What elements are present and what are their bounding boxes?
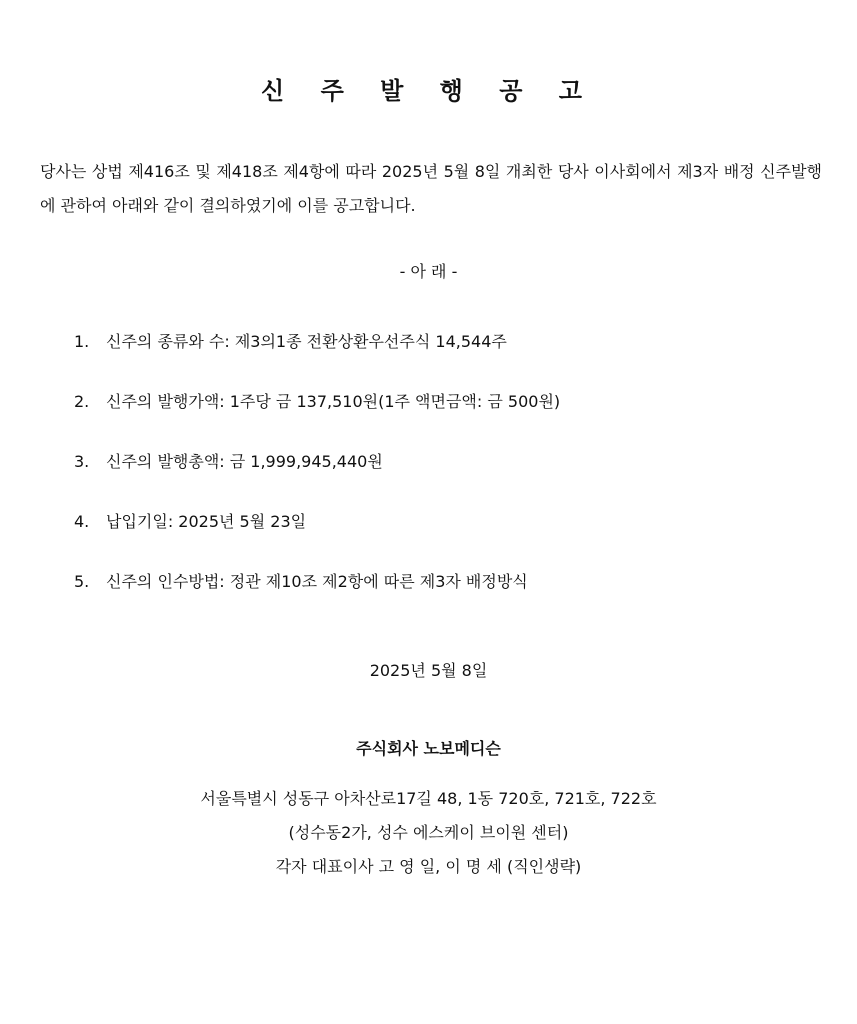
list-item — [74, 328, 814, 388]
list-item — [74, 448, 814, 508]
company-name: 주식회사 노보메디슨 — [356, 739, 501, 758]
intro-paragraph: 당사는 상법 제416조 및 제418조 제4항에 따라 2025년 5월 8일 개최한 당사 이사회에서 제3자 배정 신주발행에 관하여 아래와 같이 결의하였기에 이를 공고합니다. — [40, 162, 822, 215]
document-title: 신 주 발 행 공 고 — [261, 77, 596, 105]
item-number: 3. — [74, 452, 90, 471]
item-text: 신주의 발행총액: 금 1,999,945,440원 — [106, 452, 383, 471]
item-text: 신주의 종류와 수: 제3의1종 전환상환우선주식 14,544주 — [106, 332, 507, 351]
item-text: 신주의 발행가액: 1주당 금 137,510원(1주 액면금액: 금 500원) — [106, 392, 561, 411]
item-text: 납입기일: 2025년 5월 23일 — [106, 512, 307, 531]
section-separator: - 아 래 - — [399, 262, 458, 281]
item-number: 5. — [74, 572, 90, 591]
list-item — [74, 568, 814, 628]
company-address-block — [0, 782, 857, 884]
item-number: 2. — [74, 392, 90, 411]
list-item — [74, 508, 814, 568]
item-text: 신주의 인수방법: 정관 제10조 제2항에 따른 제3자 배정방식 — [106, 572, 528, 591]
representatives: 각자 대표이사 고 영 일, 이 명 세 (직인생략) — [275, 857, 582, 876]
address-line: 서울특별시 성동구 아차산로17길 48, 1동 720호, 721호, 722호 — [200, 789, 657, 808]
notice-date: 2025년 5월 8일 — [369, 661, 488, 680]
item-number: 1. — [74, 332, 90, 351]
address-line-detail: (성수동2가, 성수 에스케이 브이원 센터) — [288, 823, 569, 842]
item-number: 4. — [74, 512, 90, 531]
notice-items-list — [74, 328, 814, 628]
list-item — [74, 388, 814, 448]
